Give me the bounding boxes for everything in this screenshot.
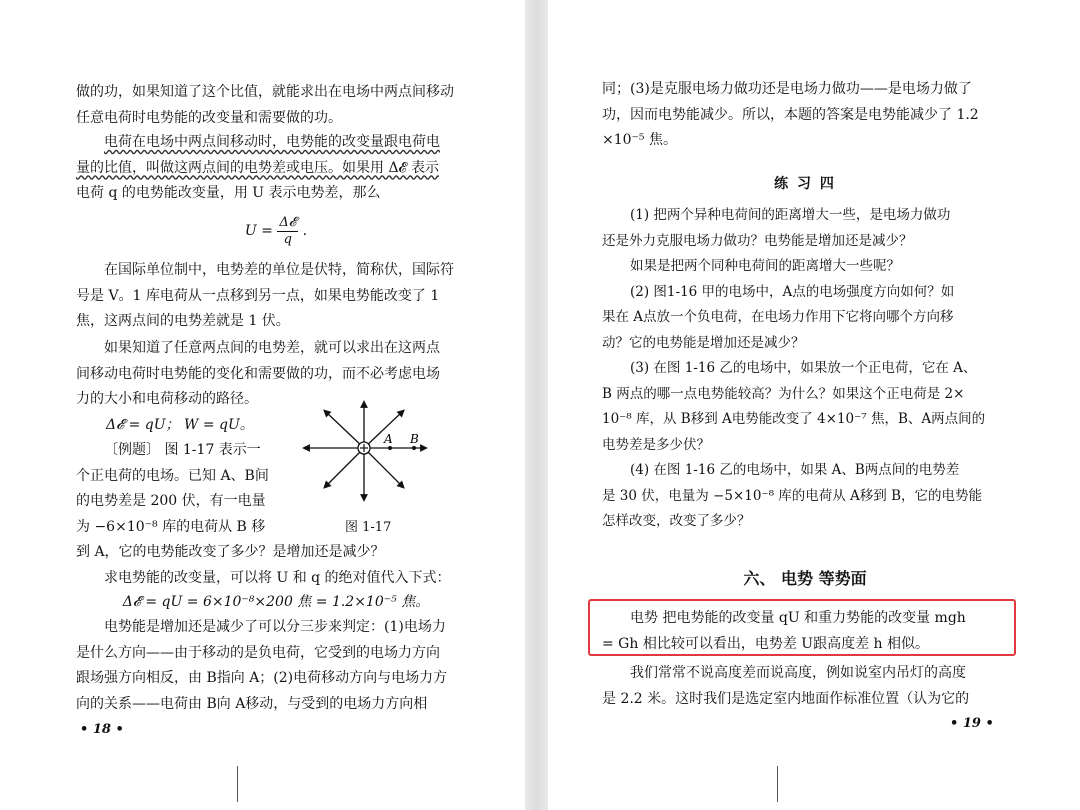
page-mark (777, 766, 778, 802)
exercise-line: (3) 在图 1-16 乙的电场中，如果放一个正电荷，它在 A、 (630, 360, 977, 376)
exercise-line: (4) 在图 1-16 乙的电场中，如果 A、B两点间的电势差 (630, 462, 960, 478)
text-line: 向的关系——电荷由 B向 A移动，与受到的电场力方向相 (76, 695, 428, 712)
formula-work: Δ𝓔 = qU； W = qU。 (106, 417, 254, 433)
page-mark (237, 766, 238, 802)
text-line: 如果知道了任意两点间的电势差，就可以求出在这两点 (104, 340, 440, 356)
figure-1-17 (296, 400, 456, 508)
text-line: 我们常常不说高度差而说高度，例如说室内吊灯的高度 (630, 665, 966, 681)
label-a: A (384, 432, 393, 446)
exercise-line: (2) 图1-16 甲的电场中，A点的电场强度方向如何？如 (630, 283, 955, 300)
formula-end: . (302, 223, 308, 239)
text-line: 电荷在电场中两点间移动时，电势能的改变量跟电荷电 (104, 134, 440, 150)
exercise-line: 动？它的电势能是增加还是减少？ (602, 334, 805, 351)
formula-denominator: q (283, 231, 292, 247)
page-number-right: • 19 • (950, 716, 994, 731)
label-b: B (410, 432, 419, 446)
continuation-paragraph (602, 77, 1008, 154)
text-line: ×10⁻⁵ 焦。 (602, 132, 677, 148)
text-line: 跟场强方向相反，由 B指向 A；(2)电荷移动方向与电场力方 (76, 670, 448, 686)
example-tail: 到 A，它的电势能改变了多少？是增加还是减少？ (76, 544, 385, 560)
text-line: 焦，这两点间的电势差就是 1 伏。 (76, 313, 290, 329)
text-line: 个正电荷的电场。已知 A、B间 (76, 467, 269, 484)
text-line: 力的大小和电荷移动的路径。 (76, 391, 258, 407)
text-line: 是什么方向——由于移动的是负电荷，它受到的电场力方向 (76, 644, 440, 661)
text-line: 间移动电荷时电势能的变化和需要做的功，而不必考虑电场 (76, 365, 440, 382)
exercise-line: B 两点的哪一点电势能较高？为什么？如果这个正电荷是 2× (602, 385, 965, 402)
solve-line: 求电势能的改变量，可以将 U 和 q 的绝对值代入下式： (104, 570, 451, 586)
left-intro-paragraph (76, 80, 476, 131)
exercise-title: 练 习 四 (774, 176, 836, 192)
exercise-line: 是 30 伏，电量为 −5×10⁻⁸ 库的电荷从 A移到 B，它的电势能 (602, 487, 983, 504)
text-line: = Gh 相比较可以看出，电势差 U跟高度差 h 相似。 (602, 635, 929, 652)
judge-paragraph (76, 615, 476, 717)
exercise-line: (1) 把两个异种电荷间的距离增大一些，是电场力做功 (630, 207, 951, 223)
formula-fraction (277, 215, 298, 248)
book-gutter (525, 0, 548, 810)
text-line: 电势能是增加还是减少了可以分三步来判定：(1)电场力 (104, 619, 446, 635)
text-line: 电势 把电势能的改变量 qU 和重力势能的改变量 mgh (630, 610, 966, 626)
page-number-left: • 18 • (80, 722, 124, 737)
formula-u (76, 212, 476, 250)
formula-numerator: Δ𝓔 (279, 214, 297, 230)
exercise-line: 还是外力克服电场力做功？电势能是增加还是减少？ (602, 232, 913, 249)
unit-paragraph (76, 258, 476, 335)
exercise-line: 电势差是多少伏？ (602, 436, 710, 453)
exercise-line: 怎样改变，改变了多少？ (602, 513, 751, 529)
formula-lhs: U = (244, 223, 273, 239)
example-paragraph (76, 438, 298, 540)
text-line: 同；(3)是克服电场力做功还是电场力做功——是电场力做了 (602, 81, 972, 97)
exercise-list (602, 203, 1008, 535)
definition-paragraph (76, 130, 476, 207)
text-line: 功，因而电势能减少。所以，本题的答案是电势能减少了 1.2 (602, 106, 979, 123)
text-line: 〔例题〕 图 1-17 表示一 (104, 442, 261, 458)
exercise-line: 如果是把两个同种电荷间的距离增大一些呢？ (630, 258, 900, 274)
exercise-line: 果在 A点放一个负电荷，在电场力作用下它将向哪个方向移 (602, 309, 954, 325)
section-title: 六、 电势 等势面 (743, 569, 867, 588)
highlight-box (588, 599, 1016, 656)
text-line: 在国际单位制中，电势差的单位是伏特，简称伏，国际符 (104, 262, 454, 278)
text-line: 量的比值，叫做这两点间的电势差或电压。如果用 Δ𝓔 表示 (76, 159, 440, 176)
text-line: 为 −6×10⁻⁸ 库的电荷从 B 移 (76, 518, 266, 535)
text-line: 做的功，如果知道了这个比值，就能求出在电场中两点间移动 (76, 84, 454, 100)
text-line: 是 2.2 米。这时我们是选定室内地面作标准位置（认为它的 (602, 690, 970, 707)
formula-result: Δ𝓔 = qU = 6×10⁻⁸×200 焦 = 1.2×10⁻⁵ 焦。 (122, 594, 430, 610)
text-line: 号是 V。1 库电荷从一点移到另一点，如果电势能改变了 1 (76, 287, 440, 304)
exercise-line: 10⁻⁸ 库，从 B移到 A电势能改变了 4×10⁻⁷ 焦，B、A两点间的 (602, 411, 986, 427)
text-line: 任意电荷时电势能的改变量和需要做的功。 (76, 109, 342, 126)
figure-caption: 图 1-17 (345, 520, 392, 535)
left-page (0, 0, 525, 810)
right-page (548, 0, 1080, 810)
text-line: 电荷 q 的电势能改变量，用 U 表示电势差，那么 (76, 185, 381, 201)
text-line: 的电势差是 200 伏，有一电量 (76, 493, 266, 509)
